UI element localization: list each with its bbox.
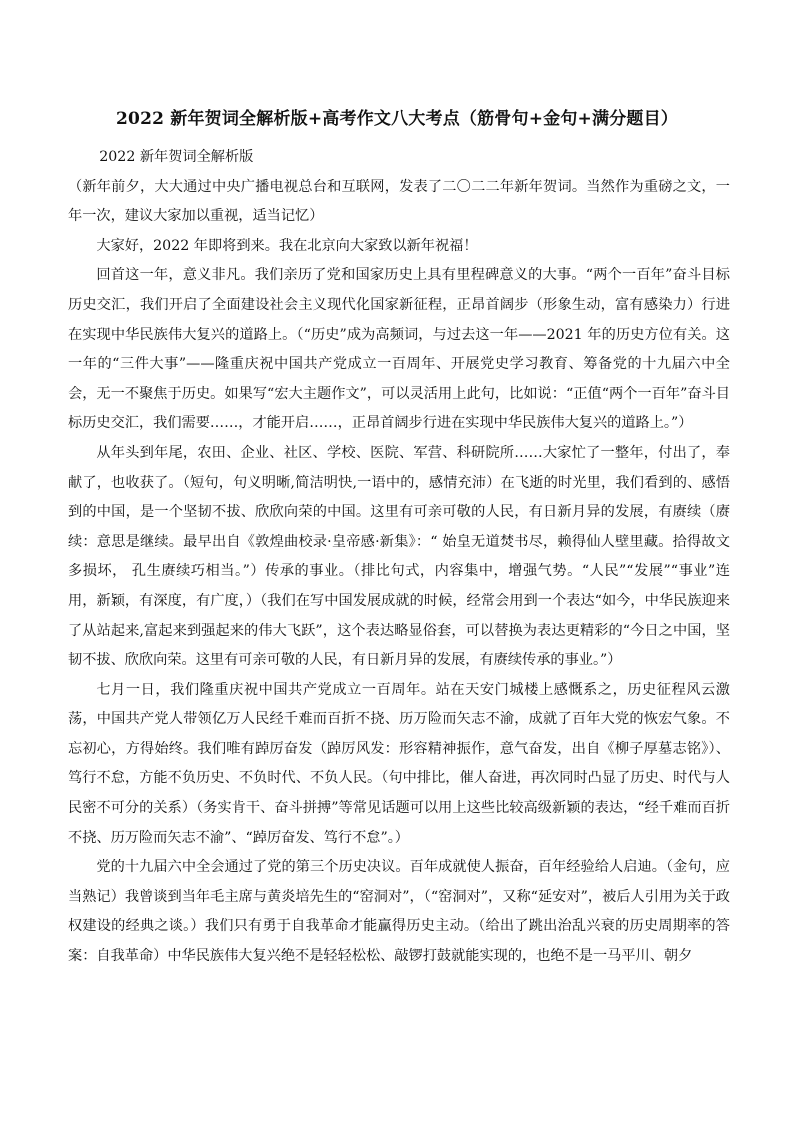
body-paragraph: 从年头到年尾，农田、企业、社区、学校、医院、军营、科研院所……大家忙了一整年，付出了，奉献了，也收获了。（短句，句义明晰,简洁明快,一语中的，感情充沛）在飞逝的时光里，我们看到的、感悟到的中国，是一个坚韧不拔、欣欣向荣的中国。这里有可亲可敬的人民，有日新月异的发展，有赓续（赓续：意思是继续。最早出自《敦煌曲校录·皇帝感·新集》：“ 始皇无道焚书尽，赖得仙人壁里藏。拾得故文多损坏， 孔生赓续巧相当。”）传承的事业。（排比句式，内容集中，增强气势。“人民”“发展”“事业”连用，新颖，有深度，有广度，）（我们在写中国发展成就的时候，经常会用到一个表达“如今，中华民族迎来了从站起来,富起来到强起来的伟大飞跃”，这个表达略显俗套，可以替换为表达更精彩的“今日之中国，坚韧不拔、欣欣向荣。这里有可亲可敬的人民，有日新月异的发展，有赓续传承的事业。”） [68,444,730,669]
document-body [68,143,730,972]
body-paragraph: 党的十九届六中全会通过了党的第三个历史决议。百年成就使人振奋，百年经验给人启迪。（金句，应当熟记）我曾谈到当年毛主席与黄炎培先生的“窑洞对”，（“窑洞对”，又称“延安对”，被后人引用为关于政权建设的经典之谈。）我们只有勇于自我革命才能赢得历史主动。（给出了跳出治乱兴衰的历史周期率的答案：自我革命）中华民族伟大复兴绝不是轻轻松松、敲锣打鼓就能实现的，也绝不是一马平川、朝夕 [68,859,730,965]
body-paragraph: 七月一日，我们隆重庆祝中国共产党成立一百周年。站在天安门城楼上感慨系之，历史征程风云激荡，中国共产党人带领亿万人民经千难而百折不挠、历万险而矢志不渝，成就了百年大党的恢宏气象。不忘初心，方得始终。我们唯有踔厉奋发（踔厉风发：形容精神振作，意气奋发，出自《柳子厚墓志铭》）、笃行不怠，方能不负历史、不负时代、不负人民。（句中排比，催人奋进，再次同时凸显了历史、时代与人民密不可分的关系）（务实肯干、奋斗拼搏”等常见话题可以用上这些比较高级新颖的表达，“经千难而百折不挠、历万险而矢志不渝”、“踔厉奋发、笃行不怠”。） [68,681,730,846]
document-title: 2022 新年贺词全解析版+高考作文八大考点（筋骨句+金句+满分题目） [116,109,678,129]
body-paragraph: 回首这一年，意义非凡。我们亲历了党和国家历史上具有里程碑意义的大事。“两个一百年”奋斗目标历史交汇，我们开启了全面建设社会主义现代化国家新征程，正昂首阔步（形象生动，富有感染力）行进在实现中华民族伟大复兴的道路上。（“历史”成为高频词，与过去这一年——2021 年的历史方位有关。这一年的“三件大事”——隆重庆祝中国共产党成立一百周年、开展党史学习教育、筹备党的十九届六中全会，无一不聚焦于历史。如果写“宏大主题作文”，可以灵活用上此句，比如说：“正值“两个一百年”奋斗目标历史交汇，我们需要……，才能开启……，正昂首阔步行进在实现中华民族伟大复兴的道路上。”） [68,267,730,432]
intro-note-paragraph: （新年前夕，大大通过中央广播电视总台和互联网，发表了二〇二二年新年贺词。当然作为重磅之文，一年一次，建议大家加以重视，适当记忆） [68,178,730,225]
document-subtitle: 2022 新年贺词全解析版 [99,149,254,165]
greeting-paragraph: 大家好，2022 年即将到来。我在北京向大家致以新年祝福！ [96,237,478,254]
